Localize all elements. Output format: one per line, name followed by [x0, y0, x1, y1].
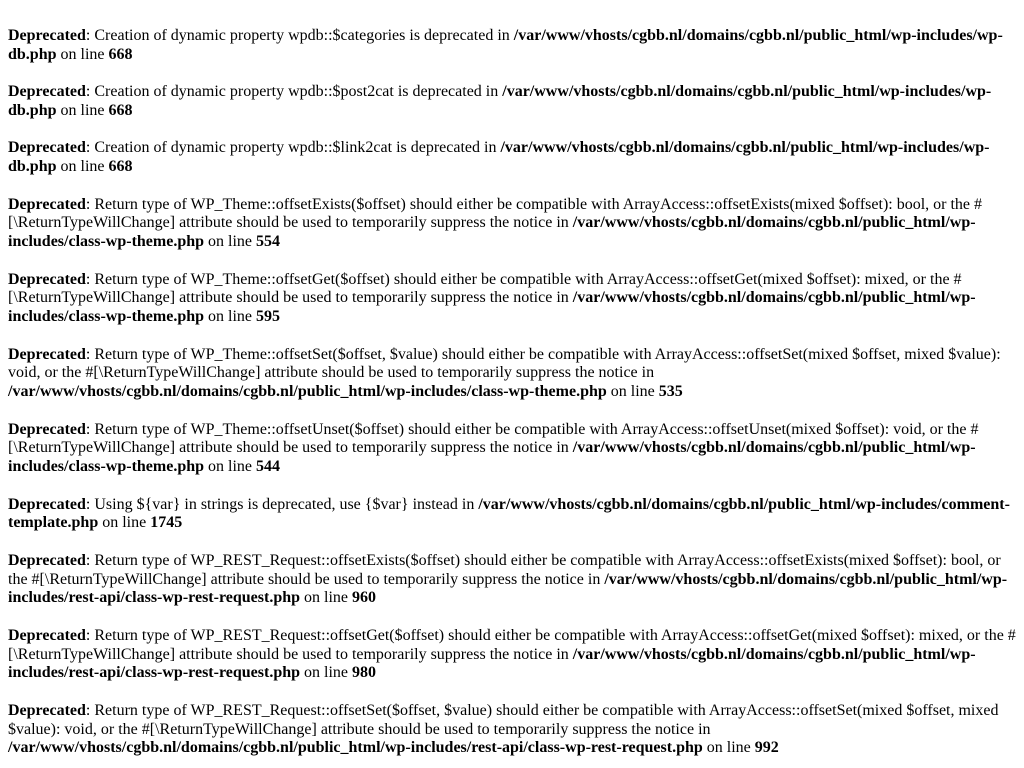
notice-label: Deprecated — [8, 139, 86, 157]
notice-online-text: on line — [702, 739, 755, 757]
notice-label: Deprecated — [8, 626, 86, 644]
notice-label: Deprecated — [8, 495, 86, 513]
deprecation-notice — [8, 702, 1016, 758]
notice-online-text: on line — [56, 45, 109, 63]
notice-file-path: /var/www/vhosts/cgbb.nl/domains/cgbb.nl/public_html/wp-includes/rest-api/class-wp-rest-request.php — [8, 645, 976, 682]
notice-file-path: /var/www/vhosts/cgbb.nl/domains/cgbb.nl/public_html/wp-includes/rest-api/class-wp-rest-request.php — [8, 739, 703, 757]
notice-label: Deprecated — [8, 420, 86, 438]
notice-line-number: 595 — [256, 308, 281, 325]
notice-colon: : — [85, 420, 95, 438]
notice-message: Return type of WP_Theme::offsetGet($offset) should either be compatible with ArrayAccess::offsetGet(mixed $offset): mixed, or the #[\ReturnTypeWillChange] attribute should be used to temporarily suppress the notice in — [8, 270, 962, 307]
notice-message: Return type of WP_REST_Request::offsetExists($offset) should either be compatible with ArrayAccess::offsetExists(mixed $offset): bool, or the #[\ReturnTypeWillChange] attribute should be used to temporarily suppress the notice in — [8, 551, 1001, 588]
notice-file-path: /var/www/vhosts/cgbb.nl/domains/cgbb.nl/public_html/wp-includes/rest-api/class-wp-rest-request.php — [8, 570, 1008, 607]
notice-line-number: 554 — [256, 233, 281, 250]
notice-line-number: 992 — [754, 739, 779, 757]
notice-file-path: /var/www/vhosts/cgbb.nl/domains/cgbb.nl/public_html/wp-includes/wp-db.php — [8, 83, 992, 119]
notice-colon: : — [85, 345, 95, 363]
notice-message: Return type of WP_REST_Request::offsetGet($offset) should either be compatible with ArrayAccess::offsetGet(mixed $offset): mixed, or the #[\ReturnTypeWillChange] attribute should be used to temporarily suppress the notice in — [8, 626, 1016, 663]
notice-label: Deprecated — [8, 83, 86, 100]
notice-online-text: on line — [56, 101, 109, 119]
deprecation-notice — [8, 139, 1016, 177]
notice-message: Creation of dynamic property wpdb::$link2cat is deprecated in — [94, 139, 501, 157]
notice-line-number: 544 — [256, 458, 281, 475]
notice-colon: : — [85, 626, 95, 644]
notice-line-number: 535 — [658, 383, 683, 400]
notice-online-text: on line — [606, 383, 659, 400]
notice-line-number: 668 — [108, 45, 133, 63]
notice-colon: : — [85, 26, 95, 44]
notice-label: Deprecated — [8, 26, 86, 44]
deprecation-notice — [8, 552, 1016, 608]
notice-online-text: on line — [204, 233, 257, 250]
notice-file-path: /var/www/vhosts/cgbb.nl/domains/cgbb.nl/public_html/wp-includes/class-wp-theme.php — [8, 289, 976, 325]
notice-message: Using ${var} in strings is deprecated, use {$var} instead in — [94, 495, 479, 513]
notice-colon: : — [85, 551, 95, 569]
deprecation-notice — [8, 271, 1016, 327]
notice-colon: : — [85, 195, 95, 213]
notice-file-path: /var/www/vhosts/cgbb.nl/domains/cgbb.nl/public_html/wp-includes/class-wp-theme.php — [8, 383, 607, 400]
notice-label: Deprecated — [8, 701, 86, 719]
notice-message: Return type of WP_REST_Request::offsetSet($offset, $value) should either be compatible with ArrayAccess::offsetSet(mixed $offset, mixed $value): void, or the #[\ReturnTypeWillChange] attribute should be used to temporarily suppress the notice in — [8, 701, 999, 738]
notice-line-number: 668 — [108, 158, 133, 175]
notice-colon: : — [85, 701, 95, 719]
notice-line-number: 1745 — [150, 514, 183, 532]
deprecation-notice — [8, 627, 1016, 683]
notice-label: Deprecated — [8, 270, 86, 288]
notice-file-path: /var/www/vhosts/cgbb.nl/domains/cgbb.nl/public_html/wp-includes/class-wp-theme.php — [8, 214, 976, 250]
notice-file-path: /var/www/vhosts/cgbb.nl/domains/cgbb.nl/public_html/wp-includes/class-wp-theme.php — [8, 439, 976, 475]
notice-line-number: 980 — [352, 664, 377, 682]
notice-colon: : — [85, 83, 95, 100]
notice-online-text: on line — [56, 158, 109, 175]
notice-file-path: /var/www/vhosts/cgbb.nl/domains/cgbb.nl/public_html/wp-includes/comment-template.php — [8, 495, 1010, 532]
deprecation-notice — [8, 346, 1016, 402]
notice-colon: : — [85, 495, 95, 513]
notice-line-number: 668 — [108, 101, 133, 119]
notice-line-number: 960 — [352, 589, 377, 607]
notice-colon: : — [85, 139, 95, 157]
deprecation-notice — [8, 196, 1016, 252]
notice-label: Deprecated — [8, 345, 86, 363]
notice-online-text: on line — [204, 308, 257, 325]
notice-message: Return type of WP_Theme::offsetSet($offset, $value) should either be compatible with ArrayAccess::offsetSet(mixed $offset, mixed $value): void, or the #[\ReturnTypeWillChange] attribute should be used to temporarily suppress the notice in — [8, 345, 1001, 382]
notice-file-path: /var/www/vhosts/cgbb.nl/domains/cgbb.nl/public_html/wp-includes/wp-db.php — [8, 139, 990, 175]
notice-label: Deprecated — [8, 195, 86, 213]
deprecation-notice — [8, 83, 1016, 121]
notice-online-text: on line — [300, 664, 353, 682]
notice-message: Creation of dynamic property wpdb::$categories is deprecated in — [94, 26, 514, 44]
notice-online-text: on line — [300, 589, 353, 607]
deprecation-notice — [8, 27, 1016, 65]
notice-message: Return type of WP_Theme::offsetUnset($offset) should either be compatible with ArrayAccess::offsetUnset(mixed $offset): void, or the #[\ReturnTypeWillChange] attribute should be used to temporarily suppress the notice in — [8, 420, 979, 457]
notice-label: Deprecated — [8, 551, 86, 569]
notice-online-text: on line — [204, 458, 257, 475]
notice-online-text: on line — [98, 514, 151, 532]
deprecation-notice — [8, 496, 1016, 534]
notice-file-path: /var/www/vhosts/cgbb.nl/domains/cgbb.nl/public_html/wp-includes/wp-db.php — [8, 26, 1003, 63]
notice-message: Return type of WP_Theme::offsetExists($offset) should either be compatible with ArrayAccess::offsetExists(mixed $offset): bool, or the #[\ReturnTypeWillChange] attribute should be used to temporarily suppress the notice in — [8, 195, 983, 232]
notice-message: Creation of dynamic property wpdb::$post2cat is deprecated in — [94, 83, 503, 100]
deprecation-notice — [8, 421, 1016, 477]
notice-colon: : — [85, 270, 95, 288]
